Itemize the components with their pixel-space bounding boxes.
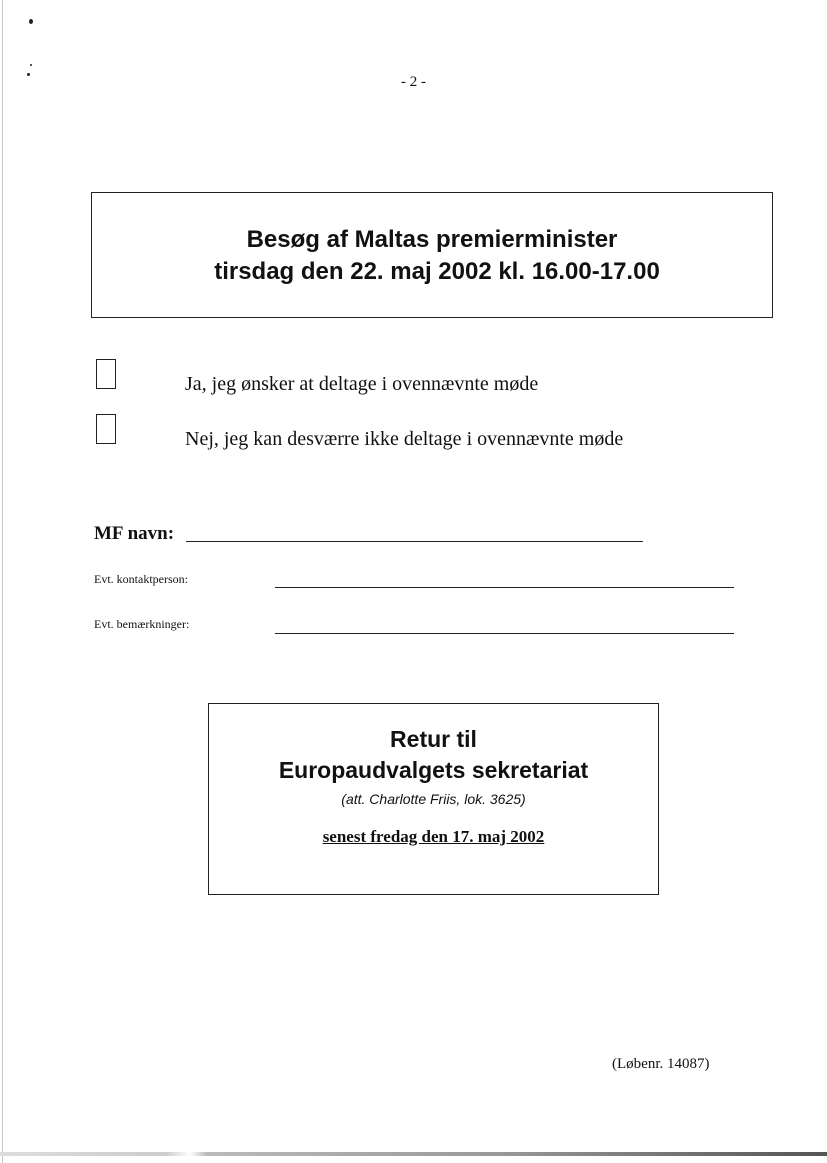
remarks-field[interactable] bbox=[275, 633, 734, 634]
meeting-title: Besøg af Maltas premierminister bbox=[246, 226, 618, 253]
return-box bbox=[208, 703, 659, 895]
remarks-label: Evt. bemærkninger: bbox=[94, 617, 190, 631]
mf-name-label: MF navn: bbox=[94, 523, 175, 544]
contact-person-label: Evt. kontaktperson: bbox=[94, 572, 188, 586]
attend-yes-checkbox[interactable] bbox=[96, 359, 116, 389]
contact-person-field[interactable] bbox=[275, 587, 734, 588]
scan-speck bbox=[29, 19, 33, 24]
attend-no-checkbox[interactable] bbox=[96, 414, 116, 444]
scan-edge bbox=[2, 0, 3, 1163]
page-number: - 2 - bbox=[401, 74, 426, 90]
reference-number: (Løbenr. 14087) bbox=[612, 1056, 710, 1072]
attend-no-label: Nej, jeg kan desværre ikke deltage i ovennævnte møde bbox=[185, 428, 624, 450]
return-recipient: Europaudvalgets sekretariat bbox=[278, 757, 589, 783]
attend-yes-label: Ja, jeg ønsker at deltage i ovennævnte møde bbox=[185, 373, 539, 395]
return-attention: (att. Charlotte Friis, lok. 3625) bbox=[341, 791, 526, 807]
meeting-title-box bbox=[91, 192, 773, 318]
scan-bottom-edge bbox=[0, 1152, 827, 1156]
return-deadline: senest fredag den 17. maj 2002 bbox=[322, 827, 545, 846]
meeting-date: tirsdag den 22. maj 2002 kl. 16.00-17.00 bbox=[214, 258, 660, 285]
return-heading: Retur til bbox=[390, 726, 477, 752]
mf-name-field[interactable] bbox=[186, 541, 643, 542]
scan-speck bbox=[30, 64, 32, 66]
